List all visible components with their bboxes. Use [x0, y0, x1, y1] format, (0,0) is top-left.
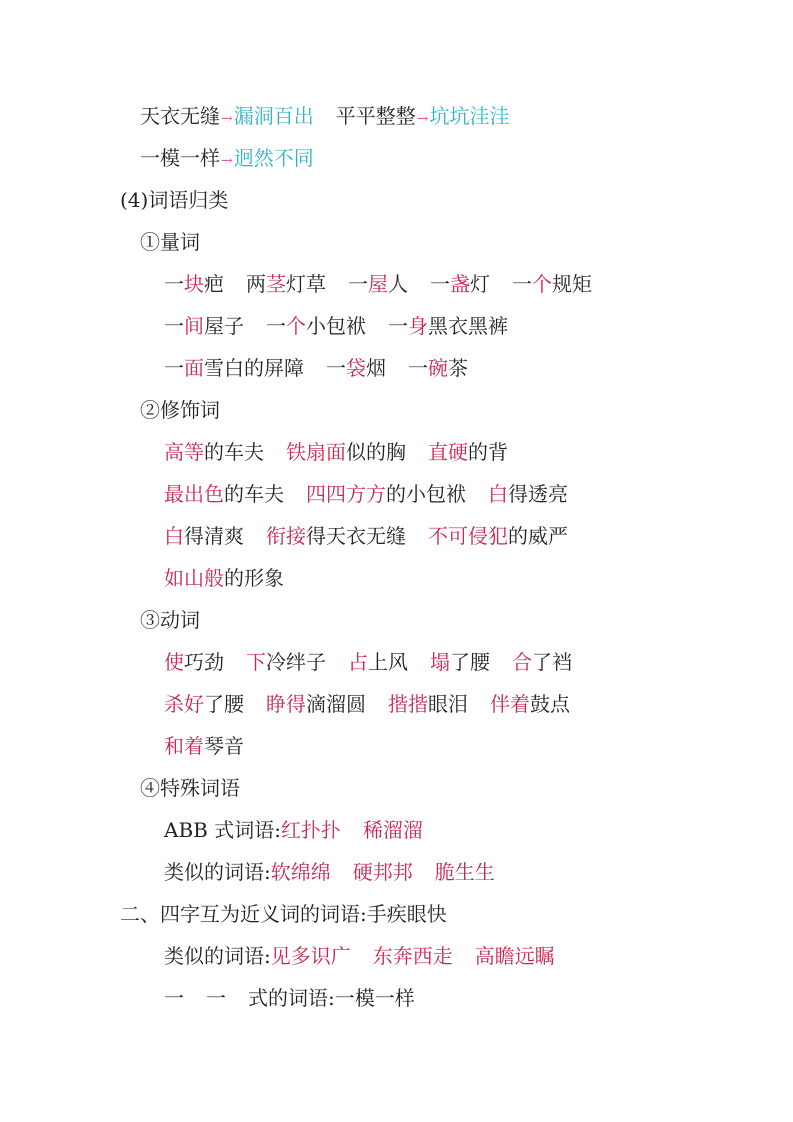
text-segment: 的背	[468, 440, 508, 464]
highlighted-word: 占	[348, 650, 368, 674]
text-segment: 的威严	[508, 524, 568, 548]
text-segment: 一	[348, 272, 368, 296]
text-segment: 一	[408, 356, 428, 380]
highlighted-word: 最出色	[164, 482, 224, 506]
text-segment: 得透亮	[508, 482, 568, 506]
arrow-icon: →	[416, 111, 429, 127]
text-segment: 烟	[366, 356, 386, 380]
text-segment: 一	[206, 986, 226, 1010]
verb-row-2	[164, 688, 570, 720]
text-segment: 冷绊子	[266, 650, 326, 674]
subheading-special-words	[140, 772, 240, 804]
modifier-row-2	[164, 478, 568, 510]
text-segment: 了腰	[204, 692, 244, 716]
text-segment: ④特殊词语	[140, 776, 240, 800]
highlighted-word: 个	[532, 272, 552, 296]
highlighted-word: 和着	[164, 734, 204, 758]
highlighted-word: 下	[246, 650, 266, 674]
highlighted-word: 软绵绵	[270, 860, 331, 884]
text-segment: ABB 式词语:	[164, 818, 281, 842]
text-segment: ③动词	[140, 608, 200, 632]
highlighted-word: 面	[184, 356, 204, 380]
text-segment: 灯	[470, 272, 490, 296]
subheading-measure-words	[140, 226, 200, 258]
highlighted-word: 直硬	[428, 440, 468, 464]
section-word-classification	[120, 184, 228, 216]
highlighted-word: 伴着	[490, 692, 530, 716]
verb-row-1	[164, 646, 572, 678]
antonym-word: 迥然不同	[233, 146, 314, 170]
highlighted-word: 如山般	[164, 566, 224, 590]
highlighted-word: 合	[512, 650, 532, 674]
highlighted-word: 茎	[266, 272, 286, 296]
text-segment: 一	[512, 272, 532, 296]
highlighted-word: 杀好	[164, 692, 204, 716]
text-segment: 一	[164, 986, 184, 1010]
highlighted-word: 衔接	[266, 524, 306, 548]
abb-words-row	[164, 814, 423, 846]
text-segment: 了裆	[532, 650, 572, 674]
text-segment: 得天衣无缝	[306, 524, 406, 548]
highlighted-word: 碗	[428, 356, 448, 380]
highlighted-word: 铁扇面	[286, 440, 346, 464]
subheading-modifiers	[140, 394, 220, 426]
text-segment: 二、四字互为近义词的词语:手疾眼快	[120, 902, 447, 926]
modifier-row-3	[164, 520, 568, 552]
text-segment: 一	[164, 272, 184, 296]
highlighted-word: 白	[488, 482, 508, 506]
highlighted-word: 高瞻远瞩	[474, 944, 555, 968]
highlighted-word: 见多识广	[270, 944, 351, 968]
text-segment: 灯草	[286, 272, 326, 296]
section-synonym-idioms	[120, 898, 447, 930]
text-segment: 一	[430, 272, 450, 296]
text-segment: 眼泪	[428, 692, 468, 716]
text-segment: 类似的词语:	[164, 860, 271, 884]
highlighted-word: 揩揩	[388, 692, 428, 716]
highlighted-word: 盏	[450, 272, 470, 296]
text-segment: 人	[388, 272, 408, 296]
text-segment: 似的胸	[346, 440, 406, 464]
text-segment: 上风	[368, 650, 408, 674]
text-segment: 雪白的屏障	[204, 356, 304, 380]
text-segment: (4)词语归类	[120, 188, 229, 212]
text-segment: 一	[164, 356, 184, 380]
text-segment: ②修饰词	[140, 398, 220, 422]
verb-row-3	[164, 730, 244, 762]
text-segment: 茶	[448, 356, 468, 380]
highlighted-word: 个	[286, 314, 306, 338]
measure-row-2	[164, 310, 508, 342]
antonym-row-1	[140, 100, 509, 132]
text-segment: 滴溜圆	[306, 692, 366, 716]
text-segment: 规矩	[552, 272, 592, 296]
highlighted-word: 块	[184, 272, 204, 296]
text-segment: 的车夫	[204, 440, 264, 464]
text-segment: 琴音	[204, 734, 244, 758]
arrow-icon: →	[221, 153, 233, 169]
measure-row-1	[164, 268, 592, 300]
text-segment: 两	[246, 272, 266, 296]
highlighted-word: 不可侵犯	[428, 524, 508, 548]
antonym-word: 漏洞百出	[233, 104, 314, 128]
text-segment: 一模一样	[140, 146, 220, 170]
text-segment: 一	[164, 314, 184, 338]
modifier-row-4	[164, 562, 284, 594]
text-segment: 巧劲	[184, 650, 224, 674]
highlighted-word: 睁得	[266, 692, 306, 716]
highlighted-word: 四四方方	[306, 482, 386, 506]
highlighted-word: 红扑扑	[280, 818, 341, 842]
highlighted-word: 东奔西走	[372, 944, 453, 968]
highlighted-word: 脆生生	[434, 860, 495, 884]
highlighted-word: 使	[164, 650, 184, 674]
text-segment: 一	[388, 314, 408, 338]
text-segment: 类似的词语:	[164, 944, 271, 968]
highlighted-word: 屋	[368, 272, 388, 296]
highlighted-word: 塌	[430, 650, 450, 674]
text-segment: 疤	[204, 272, 224, 296]
highlighted-word: 间	[184, 314, 204, 338]
text-segment: 鼓点	[530, 692, 570, 716]
highlighted-word: 身	[408, 314, 428, 338]
text-segment: 了腰	[450, 650, 490, 674]
text-segment: 的车夫	[224, 482, 284, 506]
text-segment: 平平整整	[335, 104, 416, 128]
similar-words-row-2	[164, 940, 555, 972]
text-segment: 的形象	[224, 566, 284, 590]
modifier-row-1	[164, 436, 508, 468]
antonym-word: 坑坑洼洼	[429, 104, 510, 128]
text-segment: 式的词语:一模一样	[248, 986, 415, 1010]
highlighted-word: 硬邦邦	[352, 860, 413, 884]
text-segment: 黑衣黑裤	[428, 314, 508, 338]
highlighted-word: 白	[164, 524, 184, 548]
highlighted-word: 高等	[164, 440, 204, 464]
text-segment: 一	[326, 356, 346, 380]
text-segment: 小包袱	[306, 314, 366, 338]
text-segment: 一	[266, 314, 286, 338]
text-segment: ①量词	[140, 230, 200, 254]
subheading-verbs	[140, 604, 200, 636]
similar-words-row-1	[164, 856, 495, 888]
text-segment: 屋子	[204, 314, 244, 338]
arrow-icon: →	[221, 111, 233, 127]
text-segment: 得清爽	[184, 524, 244, 548]
highlighted-word: 袋	[346, 356, 366, 380]
yi-yi-words-row	[164, 982, 415, 1014]
text-segment: 天衣无缝	[140, 104, 220, 128]
antonym-row-2	[140, 142, 314, 174]
highlighted-word: 稀溜溜	[362, 818, 423, 842]
text-segment: 的小包袱	[386, 482, 466, 506]
measure-row-3	[164, 352, 468, 384]
